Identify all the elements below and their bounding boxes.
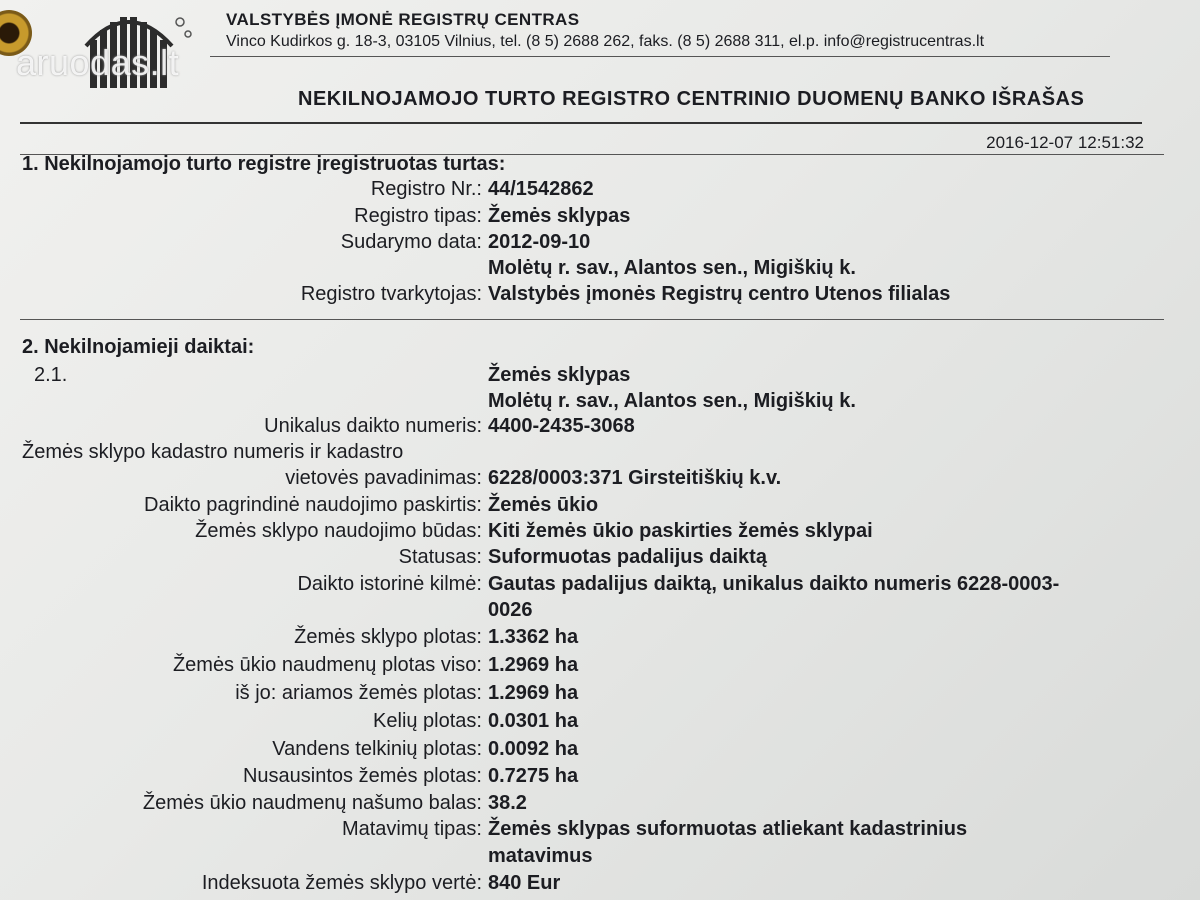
field-label: Registro tipas:	[354, 205, 482, 227]
field-label: Žemės sklypo kadastro numeris ir kadastro	[22, 441, 404, 463]
field-row	[0, 682, 1200, 710]
organization-name: VALSTYBĖS ĮMONĖ REGISTRŲ CENTRAS	[226, 10, 580, 29]
field-label: Daikto istorinė kilmė:	[297, 573, 482, 595]
item-number: 2.1.	[34, 364, 68, 386]
field-label: Žemės sklypo naudojimo būdas:	[195, 520, 482, 542]
field-value: Molėtų r. sav., Alantos sen., Migiškių k.	[488, 257, 856, 279]
field-row	[0, 626, 1200, 654]
header-divider	[210, 56, 1110, 57]
field-label: Žemės sklypo plotas:	[294, 626, 482, 648]
field-label: Sudarymo data:	[340, 231, 482, 253]
field-row	[0, 257, 1200, 285]
field-row	[0, 845, 1200, 873]
field-row	[0, 441, 1200, 469]
field-row	[0, 573, 1200, 601]
field-label: Registro Nr.:	[370, 178, 482, 200]
field-row	[0, 467, 1200, 495]
field-row	[0, 765, 1200, 793]
field-row	[0, 283, 1200, 311]
section-1-heading: 1. Nekilnojamojo turto registre įregistruotas turtas:	[22, 153, 506, 175]
field-label: Žemės ūkio naudmenų plotas viso:	[172, 654, 482, 676]
field-label: Daikto pagrindinė naudojimo paskirtis:	[144, 494, 482, 516]
field-value: Gautas padalijus daiktą, unikalus daikto numeris 6228-0003-	[488, 573, 1060, 595]
field-row	[0, 710, 1200, 738]
field-label: Registro tvarkytojas:	[300, 283, 482, 305]
field-value: Kiti žemės ūkio paskirties žemės sklypai	[488, 520, 873, 542]
field-row	[0, 364, 1200, 392]
field-row	[0, 546, 1200, 574]
title-rule	[20, 122, 1142, 124]
field-row	[0, 205, 1200, 233]
field-row	[0, 494, 1200, 522]
field-row	[0, 872, 1200, 900]
watermark: aruodas.lt	[16, 42, 180, 83]
field-value: Žemės ūkio	[488, 494, 599, 516]
field-value-continuation: matavimus	[488, 845, 593, 867]
field-value: Suformuotas padalijus daiktą	[488, 546, 767, 568]
field-row	[0, 818, 1200, 846]
field-label: Matavimų tipas:	[341, 818, 482, 840]
field-label: Nusausintos žemės plotas:	[242, 765, 482, 787]
field-row	[0, 390, 1200, 418]
field-row	[0, 792, 1200, 820]
field-value: Valstybės įmonės Registrų centro Utenos filialas	[488, 283, 951, 305]
item-address: Molėtų r. sav., Alantos sen., Migiškių k.	[488, 390, 856, 412]
field-label: Vandens telkinių plotas:	[272, 738, 482, 760]
field-label: Unikalus daikto numeris:	[264, 415, 482, 437]
section-2-heading: 2. Nekilnojamieji daiktai:	[22, 336, 255, 358]
field-value: 1.2969 ha	[488, 654, 579, 676]
organization-address: Vinco Kudirkos g. 18-3, 03105 Vilnius, tel. (8 5) 2688 262, faks. (8 5) 2688 311, el.p. info@registrucentras.lt	[226, 33, 985, 50]
field-label: Statusas:	[398, 546, 482, 568]
field-row	[0, 654, 1200, 682]
item-type: Žemės sklypas	[488, 364, 631, 386]
section-divider	[20, 319, 1164, 320]
field-value: 0.7275 ha	[488, 765, 579, 787]
field-value: 2012-09-10	[488, 231, 591, 253]
field-row	[0, 520, 1200, 548]
field-row	[0, 415, 1200, 443]
field-value: 4400-2435-3068	[488, 415, 635, 437]
field-value: 38.2	[488, 792, 527, 814]
document-title: NEKILNOJAMOJO TURTO REGISTRO CENTRINIO DUOMENŲ BANKO IŠRAŠAS	[298, 88, 1085, 110]
field-value: 840 Eur	[488, 872, 561, 894]
field-label: iš jo: ariamos žemės plotas:	[235, 682, 482, 704]
field-row	[0, 599, 1200, 627]
field-value: 1.3362 ha	[488, 626, 579, 648]
field-value: Žemės sklypas suformuotas atliekant kadastrinius	[488, 818, 968, 840]
field-label: Indeksuota žemės sklypo vertė:	[201, 872, 482, 894]
field-value: 1.2969 ha	[488, 682, 579, 704]
field-value: 6228/0003:371 Girsteitiškių k.v.	[488, 467, 782, 489]
field-row	[0, 738, 1200, 766]
field-label: Kelių plotas:	[373, 710, 482, 732]
field-value: Žemės sklypas	[488, 205, 631, 227]
field-value: 44/1542862	[488, 178, 594, 200]
field-label: Žemės ūkio naudmenų našumo balas:	[142, 792, 482, 814]
field-row	[0, 178, 1200, 206]
field-value: 0.0092 ha	[488, 738, 579, 760]
field-label: vietovės pavadinimas:	[285, 467, 482, 489]
field-value: 0.0301 ha	[488, 710, 579, 732]
field-value-continuation: 0026	[488, 599, 533, 621]
timestamp: 2016-12-07 12:51:32	[986, 133, 1144, 152]
field-row	[0, 231, 1200, 259]
